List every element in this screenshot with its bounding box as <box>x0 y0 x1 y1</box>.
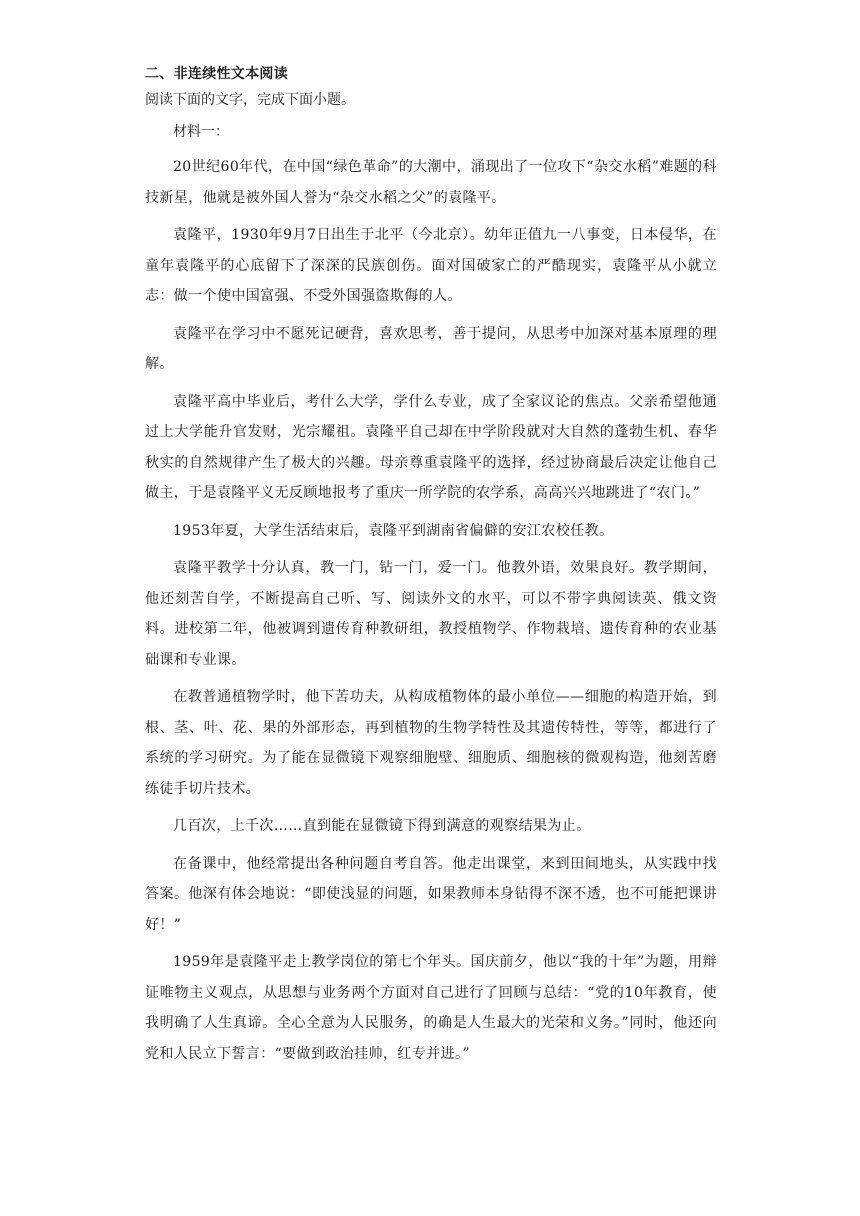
paragraph: 袁隆平，1930年9月7日出生于北平（今北京）。幼年正值九一八事变，日本侵华，在童年袁隆平的心底留下了深深的民族创伤。面对国破家亡的严酷现实，袁隆平从小就立志：做一个使中国富强、不受外国强盗欺侮的人。 <box>145 227 717 304</box>
paragraph: 几百次，上千次……直到能在显微镜下得到满意的观察结果为止。 <box>173 818 591 834</box>
paragraph: 在备课中，他经常提出各种问题自考自答。他走出课堂，来到田间地头，从实践中找答案。他深有体会地说：“即使浅显的问题，如果教师本身钻得不深不透，也不可能把课讲好！” <box>145 855 717 933</box>
reading-instruction: 阅读下面的文字，完成下面小题。 <box>145 92 355 108</box>
paragraph: 1953年夏，大学生活结束后，袁隆平到湖南省偏僻的安江农校任教。 <box>173 522 614 539</box>
paragraph: 20世纪60年代，在中国“绿色革命”的大潮中，涌现出了一位攻下“杂交水稻”难题的科技新星，他就是被外国人誉为“杂交水稻之父”的袁隆平。 <box>145 159 717 206</box>
paragraph: 袁隆平在学习中不愿死记硬背，喜欢思考，善于提问，从思考中加深对基本原理的理解。 <box>145 325 717 372</box>
material-label: 材料一： <box>173 124 229 140</box>
section-title: 二、非连续性文本阅读 <box>145 66 288 82</box>
paragraph: 1959年是袁隆平走上教学岗位的第七个年头。国庆前夕，他以“我的十年”为题，用辩证唯物主义观点，从思想与业务两个方面对自己进行了回顾与总结：“党的10年教育，使我明确了人生真谛。全心全意为人民服务，的确是人生最大的光荣和义务。”同时，他还向党和人民立下誓言：“要做到政治挂帅，红专并进。” <box>145 954 717 1062</box>
paragraph: 袁隆平高中毕业后，考什么大学，学什么专业，成了全家议论的焦点。父亲希望他通过上大学能升官发财，光宗耀祖。袁隆平自己却在中学阶段就对大自然的蓬勃生机、春华秋实的自然规律产生了极大的兴趣。母亲尊重袁隆平的选择，经过协商最后决定让他自己做主，于是袁隆平义无反顾地报考了重庆一所学院的农学系，高高兴兴地跳进了“农门。” <box>145 393 717 501</box>
document-content <box>145 64 717 1076</box>
paragraph: 袁隆平教学十分认真，教一门，钻一门，爱一门。他教外语，效果良好。教学期间，他还刻苦自学，不断提高自己听、写、阅读外文的水平，可以不带字典阅读英、俄文资料。进校第二年，他被调到遗传育种教研组，教授植物学、作物栽培、遗传育种的农业基础课和专业课。 <box>145 560 717 668</box>
paragraph: 在教普通植物学时，他下苦功夫，从构成植物体的最小单位——细胞的构造开始，到根、茎、叶、花、果的外部形态，再到植物的生物学特性及其遗传特性，等等，都进行了系统的学习研究。为了能在显微镜下观察细胞壁、细胞质、细胞核的微观构造，他刻苦磨练徒手切片技术。 <box>145 689 717 797</box>
